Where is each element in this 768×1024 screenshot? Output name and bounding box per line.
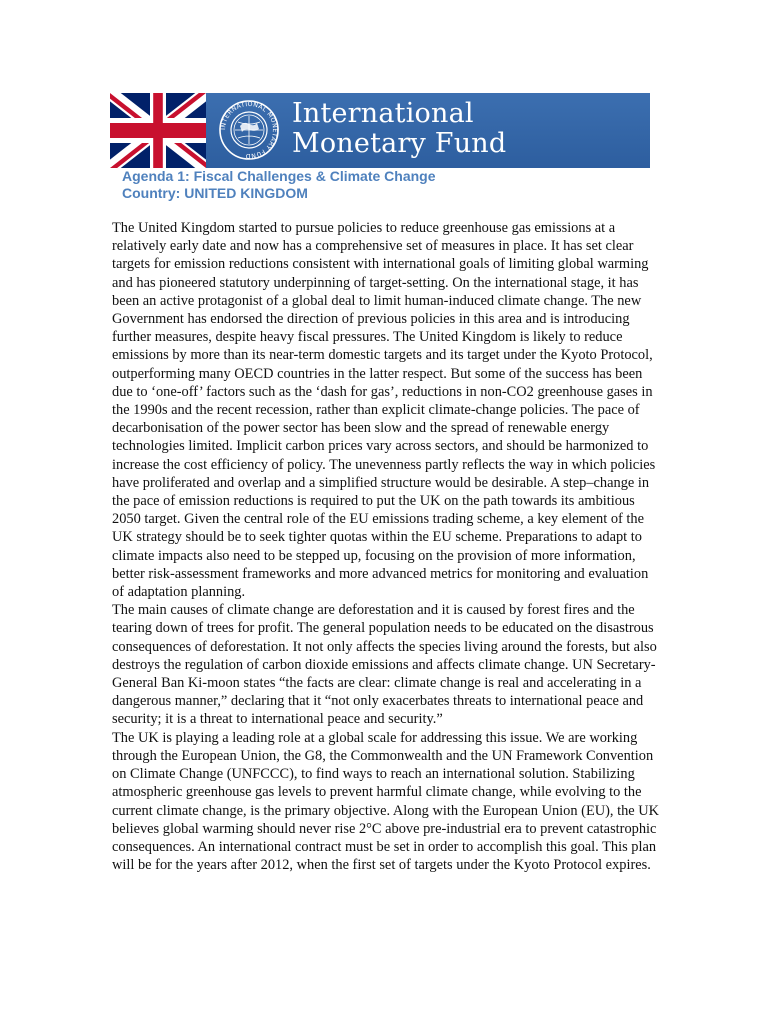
imf-title-line1: International [292,98,474,129]
agenda-heading [122,168,436,202]
svg-text:INTERNATIONAL MONETARY FUND: INTERNATIONAL MONETARY FUND [219,100,279,160]
paragraph-policies: The United Kingdom started to pursue policies to reduce greenhouse gas emissions at a relatively early date and now has a comprehensive set of measures in place. It has set clear targets for emission reductions consistent with international goals of limiting global warming and has pioneered statutory underpinning of target-setting. On the international stage, it has been an active protagonist of a global deal to limit human-induced climate change. The new Government has endorsed the direction of previous policies in this area and is introducing further measures, despite heavy fiscal pressures. The United Kingdom is likely to reduce emissions by more than its near-term domestic targets and its target under the Kyoto Protocol, outperforming many OECD countries in the latter respect. But some of the success has been due to ‘one-off’ factors such as the ‘dash for gas’, reductions in non-CO2 greenhouse gases in the 1990s and the recent recession, rather than explicit climate-change policies. The pace of decarbonisation of the power sector has been slow and the spread of renewable energy technologies limited. Implicit carbon prices vary across sectors, and should be harmonized to increase the cost efficiency of policy. The unevenness partly reflects the way in which policies have proliferated and overlap and a simplified structure would be desirable. A step–change in the pace of emission reductions is required to put the UK on the path towards its ambitious 2050 target. Given the central role of the EU emissions trading scheme, a key element of the UK strategy should be to seek tighter quotas within the EU scheme. Preparations to adapt to climate impacts also need to be stepped up, focusing on the provision of more information, better risk-assessment frameworks and more advanced metrics for monitoring and evaluation of adaptation planning. [112,220,656,601]
imf-seal-icon [218,99,280,161]
paragraph-uk-role: The UK is playing a leading role at a global scale for addressing this issue. We are working through the European Union, the G8, the Commonwealth and the UN Framework Convention on Climate Change (UNFCCC), to find ways to reach an international solution. Stabilizing atmospheric greenhouse gas levels to prevent harmful climate change, while evolving to the current climate change, is the primary objective. Along with the European Union (EU), the UK believes global warming should never rise 2°C above pre-industrial era to prevent catastrophic consequences. An international contract must be set in order to accomplish this goal. This plan will be for the years after 2012, when the first set of targets under the Kyoto Protocol expires. [112,729,660,874]
document-body [112,219,660,874]
imf-title-line2: Monetary Fund [292,128,507,159]
union-jack-flag-icon [110,93,206,168]
imf-title [292,99,506,159]
header-banner [110,93,650,168]
agenda-line: Agenda 1: Fiscal Challenges & Climate Change [122,168,436,184]
paragraph-causes: The main causes of climate change are deforestation and it is caused by forest fires and the tearing down of trees for profit. The general population needs to be educated on the disastrous consequences of deforestation. It not only affects the species living around the forests, but also destroys the regulation of carbon dioxide emissions and affects climate change. UN Secretary-General Ban Ki-moon states “the facts are clear: climate change is real and accelerating in a dangerous manner,” declaring that it “not only exacerbates threats to international peace and security; it is a threat to international peace and security.” [112,602,657,728]
country-line: Country: UNITED KINGDOM [122,185,308,201]
